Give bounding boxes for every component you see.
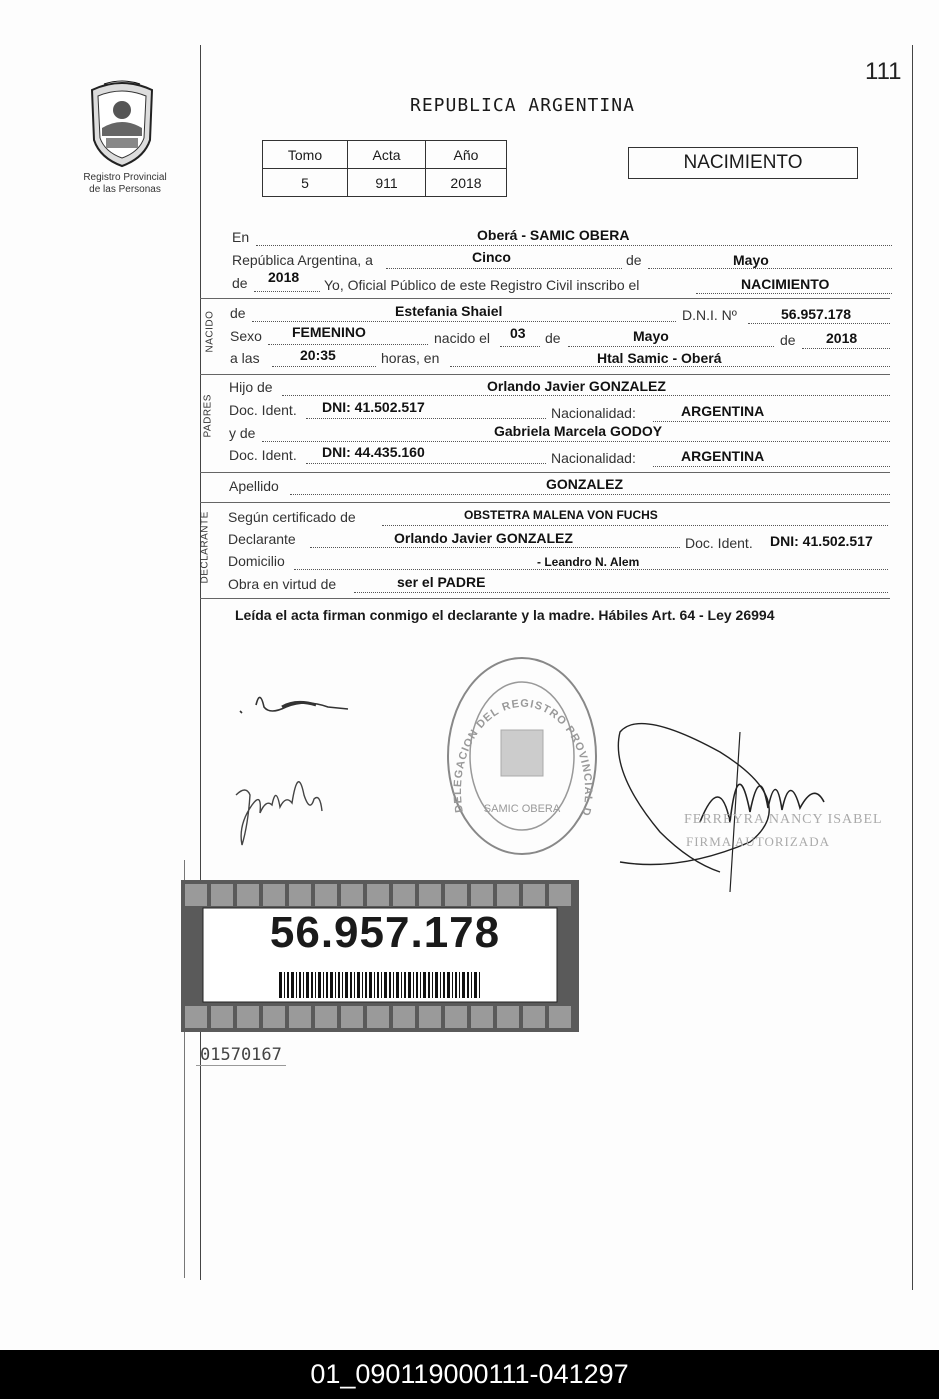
label-yo: Yo, Oficial Público de este Registro Civil inscribo el [324,277,640,293]
value-anio-nac: 2018 [826,330,858,346]
label-doc-padre: Doc. Ident. [229,402,297,418]
value-anio-acta: 2018 [268,269,300,285]
dotted-line [254,291,320,292]
label-republica: República Argentina, a [232,252,373,268]
dotted-line [252,321,676,322]
dotted-line [648,268,892,269]
value-dia-nac: 03 [510,325,526,341]
country-title: REPUBLICA ARGENTINA [410,95,635,116]
label-hijo-de: Hijo de [229,379,273,395]
value-mes-acta: Mayo [733,252,769,268]
stamp-inner-text: SAMIC OBERA [483,803,561,815]
dotted-line [568,346,774,347]
label-declarante: Declarante [228,531,296,547]
dotted-line [653,466,890,467]
value-madre: Gabriela Marcela GODOY [494,423,663,439]
label-a-las: a las [230,350,260,366]
official-signature [600,712,840,897]
dotted-line [354,592,888,593]
label-y-de: y de [229,425,256,441]
value-lugar-nac: Htal Samic - Oberá [597,350,722,366]
label-horas-en: horas, en [381,350,440,366]
value-hora: 20:35 [300,347,336,363]
value-dia-letras: Cinco [472,249,511,265]
header-tomo: Tomo [263,141,348,169]
value-padre-doc: DNI: 41.502.517 [322,399,425,415]
label-de-nombre: de [230,305,246,321]
value-domicilio: - Leandro N. Alem [537,555,640,569]
dotted-line [310,547,680,548]
dotted-line [306,463,546,464]
stamp-text: DELEGACION DEL REGISTRO PROVINCIAL D [451,697,595,818]
left-margin-line [200,45,201,1280]
dotted-line [306,418,546,419]
footer-code: 01_090119000111-041297 [0,1350,939,1399]
dotted-line [262,441,890,442]
mother-signature [232,755,332,860]
label-de-anio: de [232,275,248,291]
dotted-line [268,344,428,345]
value-lugar: Oberá - SAMIC OBERA [477,227,630,243]
label-dni: D.N.I. Nº [682,307,737,323]
section-separator [200,472,890,473]
label-apellido: Apellido [229,478,279,494]
label-nacido-el: nacido el [434,330,491,346]
value-mes-nac: Mayo [633,328,669,344]
dotted-line [382,525,888,526]
section-declarante: DECLARANTE [199,511,211,584]
label-de: de [626,252,642,268]
value-certificado: OBSTETRA MALENA VON FUCHS [464,508,658,522]
header-anio: Año [426,141,507,169]
official-title: FIRMA AUTORIZADA [686,834,830,849]
section-padres: PADRES [202,394,214,438]
official-name: FERREYRA NANCY ISABEL [684,812,883,827]
dotted-line [272,366,376,367]
logo-caption-line2: de las Personas [89,184,161,195]
page-number: 111 [865,58,902,85]
label-nac-padre: Nacionalidad: [551,405,636,421]
record-type-box: NACIMIENTO [628,147,858,179]
misiones-coat-of-arms-logo [84,80,160,170]
dotted-line [386,268,622,269]
registry-table [262,140,507,197]
label-doc-declarante: Doc. Ident. [685,535,753,551]
label-de-anio-nac: de [780,332,796,348]
logo-caption [60,172,190,196]
value-nombre: Estefania Shaiel [395,303,503,319]
label-doc-madre: Doc. Ident. [229,447,297,463]
value-tomo: 5 [263,169,348,197]
label-obra: Obra en virtud de [228,576,337,592]
section-separator [200,298,890,299]
value-declarante: Orlando Javier GONZALEZ [394,530,573,546]
dotted-line [290,494,890,495]
value-madre-nac: ARGENTINA [681,448,765,464]
dotted-line [696,293,892,294]
label-sexo: Sexo [230,328,262,344]
right-margin-line [912,45,913,1290]
dotted-line [294,569,888,570]
legal-note: Leída el acta firman conmigo el declarante y la madre. Hábiles Art. 64 - Ley 26994 [235,607,775,623]
value-obra: ser el PADRE [397,574,486,590]
label-de-mes: de [545,330,561,346]
section-nacido: NACIDO [204,310,216,353]
label-en: En [232,229,250,245]
label-segun: Según certificado de [228,509,356,525]
dotted-line [256,245,892,246]
dotted-line [282,395,890,396]
dotted-line [802,348,890,349]
header-acta: Acta [348,141,426,169]
value-tipo: NACIMIENTO [741,276,830,292]
value-apellido: GONZALEZ [546,476,623,492]
value-declarante-doc: DNI: 41.502.517 [770,533,873,549]
label-domicilio: Domicilio [228,553,285,569]
value-anio: 2018 [426,169,507,197]
dotted-line [500,346,540,347]
official-stamp [443,652,601,860]
value-madre-doc: DNI: 44.435.160 [322,444,425,460]
value-dni: 56.957.178 [781,306,852,322]
value-sexo: FEMENINO [292,324,366,340]
section-separator [200,502,890,503]
section-separator [200,598,890,599]
value-padre-nac: ARGENTINA [681,403,765,419]
dotted-line [748,323,890,324]
barcode-number: 56.957.178 [269,908,501,957]
dotted-line [653,421,890,422]
value-acta: 911 [348,169,426,197]
logo-caption-line1: Registro Provincial [83,172,167,183]
label-nac-madre: Nacionalidad: [551,450,636,466]
declarant-signature [236,685,356,730]
dotted-line [450,366,890,367]
section-separator [200,374,890,375]
value-padre: Orlando Javier GONZALEZ [487,378,666,394]
serial-number: 01570167 [196,1045,286,1066]
